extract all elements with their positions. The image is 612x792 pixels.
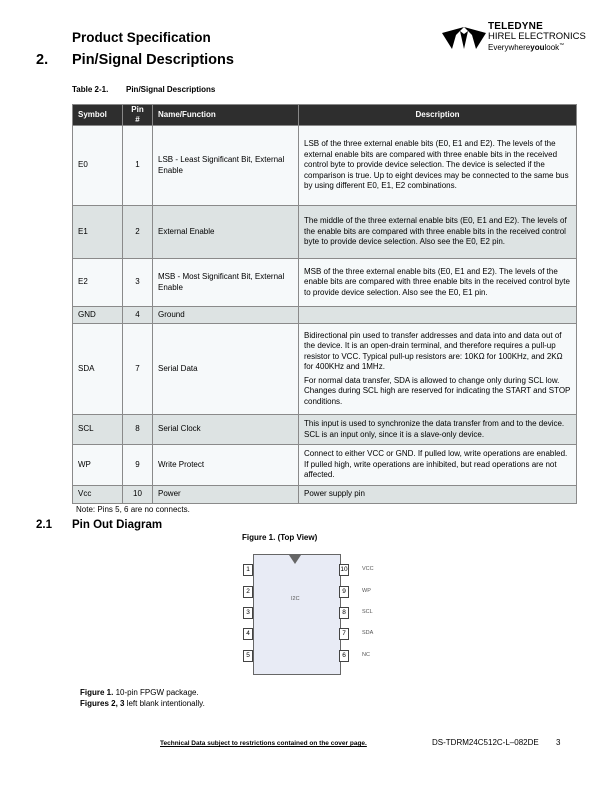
pin-label: NC (362, 652, 370, 658)
logo-line1: TELEDYNE (488, 21, 543, 32)
table-row (73, 415, 577, 445)
table-row (73, 307, 577, 324)
cell-name: Ground (153, 307, 299, 324)
chip-label: I2C (291, 596, 300, 602)
cell-name: Serial Clock (153, 415, 299, 445)
table-caption: Table 2-1. Pin/Signal Descriptions (72, 85, 216, 94)
table-row (73, 206, 577, 259)
cell-description (299, 307, 577, 324)
pin-signal-table (72, 104, 577, 504)
table-section (36, 104, 577, 532)
cell-symbol: GND (73, 307, 123, 324)
chip-body (253, 554, 341, 675)
cell-description (299, 206, 577, 259)
description-paragraph: Power supply pin (304, 489, 365, 499)
col-header-pin: Pin # (123, 105, 153, 126)
cell-symbol: E2 (73, 259, 123, 307)
cell-pin: 8 (123, 415, 153, 445)
cell-description (299, 486, 577, 504)
cell-name: External Enable (153, 206, 299, 259)
table-row (73, 126, 577, 206)
table-note: Note: Pins 5, 6 are no connects. (76, 505, 190, 514)
cell-name: Write Protect (153, 445, 299, 486)
pin-label: WP (362, 588, 371, 594)
cell-name: Serial Data (153, 324, 299, 415)
figure-caption: Figure 1. (Top View) (242, 533, 318, 542)
teledyne-wings-icon (442, 25, 486, 51)
teledyne-logo (442, 22, 592, 56)
logo-line2: HIREL ELECTRONICS (488, 31, 586, 42)
description-paragraph: MSB of the three external enable bits (E0, E1 and E2). The levels of the enable bits are compared with three enable bits in the received control byte to provide device selection. Also see the E0, E1 pin. (304, 266, 570, 297)
description-paragraph: For normal data transfer, SDA is allowed to change only during SCL low. Changes during SCL high are reserved for indicating the START and STOP conditions. (304, 375, 571, 406)
footer-doc-id: DS-TDRM24C512C-L–082DE (432, 738, 539, 747)
pin-number: 7 (339, 628, 349, 640)
pin-number: 3 (243, 607, 253, 619)
pin-number: 8 (339, 607, 349, 619)
pin-number: 1 (243, 564, 253, 576)
footer-notice: Technical Data subject to restrictions contained on the cover page. (160, 740, 367, 747)
cell-pin: 9 (123, 445, 153, 486)
cell-description (299, 445, 577, 486)
logo-tagline: Everywhereyoulook™ (488, 42, 565, 52)
cell-symbol: WP (73, 445, 123, 486)
table-row (73, 259, 577, 307)
cell-name: Power (153, 486, 299, 504)
figure-note-1: Figure 1. 10-pin FPGW package. (80, 688, 199, 697)
cell-description (299, 126, 577, 206)
col-header-description: Description (299, 105, 577, 126)
cell-pin: 3 (123, 259, 153, 307)
section-heading: 2. Pin/Signal Descriptions (36, 52, 234, 68)
pin-number: 10 (339, 564, 349, 576)
pin-number: 5 (243, 650, 253, 662)
description-paragraph: LSB of the three external enable bits (E0, E1 and E2). The levels of the external enable bits are compared with three enable bits in the received control byte to provide device selection. The device is selected if the comparison is true. Up to eight devices may be connected to the same bus by using different E0, E1, E2 combinations. (304, 139, 569, 191)
description-paragraph: The middle of the three external enable bits (E0, E1 and E2). The levels of the enable bits are compared with three enable bits in the received control byte to provide device selection. Also see the E0, E2 pin. (304, 216, 567, 247)
table-row (73, 324, 577, 415)
col-header-symbol: Symbol (73, 105, 123, 126)
cell-symbol: SCL (73, 415, 123, 445)
cell-pin: 4 (123, 307, 153, 324)
cell-symbol: Vcc (73, 486, 123, 504)
header-title: Product Specification (72, 30, 211, 45)
cell-symbol: E1 (73, 206, 123, 259)
cell-description (299, 415, 577, 445)
pin-label: VCC (362, 566, 374, 572)
page-number: 3 (556, 738, 561, 747)
cell-description (299, 324, 577, 415)
table-row (73, 445, 577, 486)
cell-pin: 10 (123, 486, 153, 504)
cell-symbol: E0 (73, 126, 123, 206)
description-paragraph: Bidirectional pin used to transfer addresses and data into and data out of the device. It is an open-drain terminal, and therefore requires a pull-up resistor to VCC. Typical pull-up resistors are: 10KΩ for 100KHz, and 2KΩ for 400KHz and 1MHz. (304, 330, 563, 372)
figure-note-2: Figures 2, 3 left blank intentionally. (80, 699, 205, 708)
table-row (73, 486, 577, 504)
pin-label: SDA (362, 630, 374, 636)
cell-pin: 7 (123, 324, 153, 415)
pin-number: 2 (243, 586, 253, 598)
description-paragraph: Connect to either VCC or GND. If pulled low, write operations are enabled. If pulled high, write operations are inhibited, but read operations are not affected. (304, 449, 568, 480)
pin1-notch (289, 555, 301, 564)
pin-label: SCL (362, 609, 373, 615)
pin-number: 4 (243, 628, 253, 640)
cell-name: LSB - Least Significant Bit, External Enable (153, 126, 299, 206)
pin-number: 9 (339, 586, 349, 598)
cell-description (299, 259, 577, 307)
description-paragraph: This input is used to synchronize the data transfer from and to the device. SCL is an input only, since it is a slave-only device. (304, 419, 565, 439)
cell-name: MSB - Most Significant Bit, External Enable (153, 259, 299, 307)
cell-pin: 1 (123, 126, 153, 206)
subsection-heading: 2.1 Pin Out Diagram (36, 519, 163, 531)
pin-number: 6 (339, 650, 349, 662)
cell-pin: 2 (123, 206, 153, 259)
col-header-name: Name/Function (153, 105, 299, 126)
cell-symbol: SDA (73, 324, 123, 415)
